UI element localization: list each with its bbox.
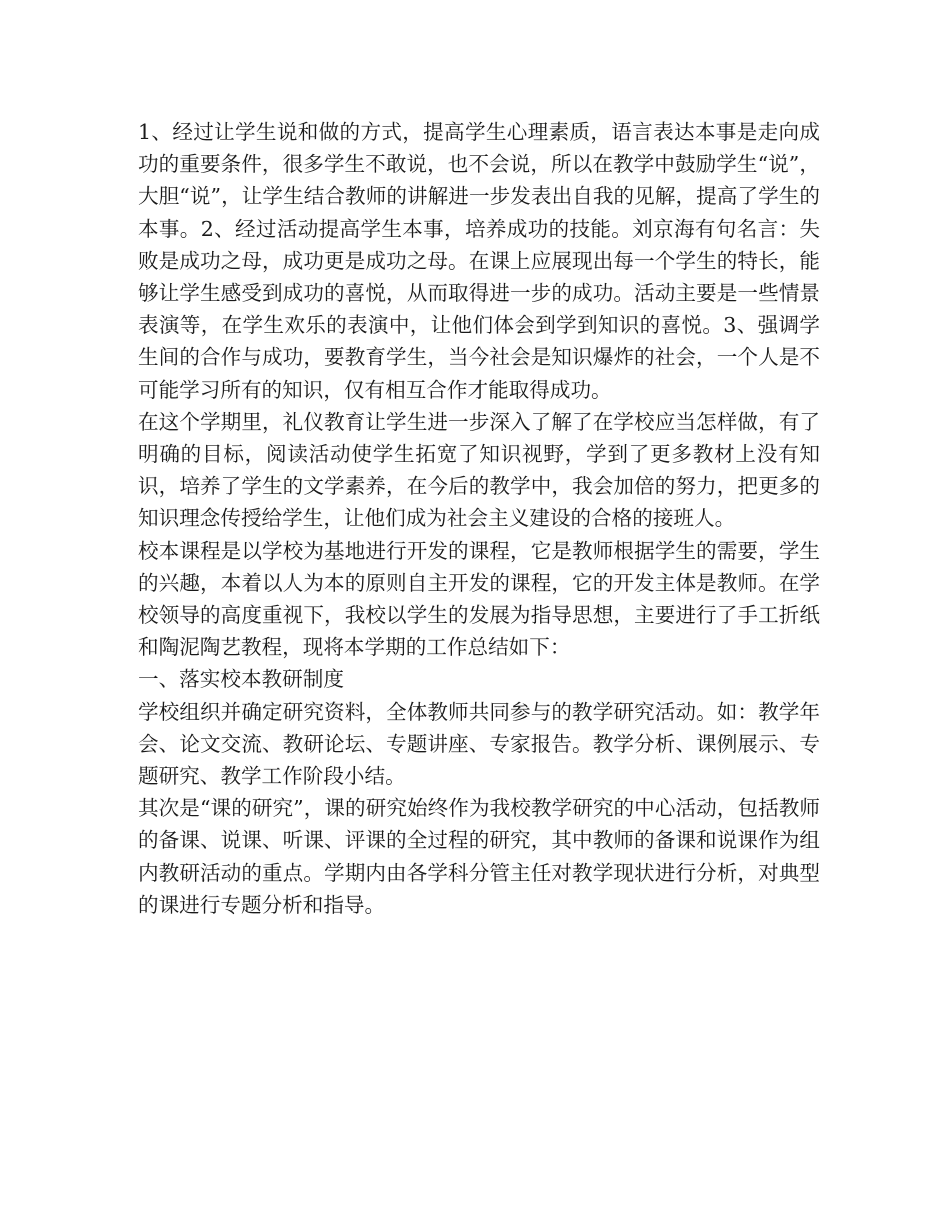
paragraph-5: 其次是“课的研究”，课的研究始终作为我校教学研究的中心活动，包括教师的备课、说课、听课、评课的全过程的研究，其中教师的备课和说课作为组内教研活动的重点。学期内由各学科分管主任对教学现状进行分析，对典型的课进行专题分析和指导。 xyxy=(138,796,820,917)
section-heading: 一、落实校本教研制度 xyxy=(138,667,344,692)
paragraph-2: 在这个学期里，礼仪教育让学生进一步深入了解了在学校应当怎样做，有了明确的目标，阅读活动使学生拓宽了知识视野，学到了更多教材上没有知识，培养了学生的文学素养，在今后的教学中，我会加倍的努力，把更多的知识理念传授给学生，让他们成为社会主义建设的合格的接班人。 xyxy=(138,409,820,531)
paragraph-3: 校本课程是以学校为基地进行开发的课程，它是教师根据学生的需要，学生的兴趣，本着以人为本的原则自主开发的课程，它的开发主体是教师。在学校领导的高度重视下，我校以学生的发展为指导思想，主要进行了手工折纸和陶泥陶艺教程，现将本学期的工作总结如下： xyxy=(138,538,820,660)
document-page xyxy=(138,116,820,921)
paragraph-4: 学校组织并确定研究资料，全体教师共同参与的教学研究活动。如：教学年会、论文交流、教研论坛、专题讲座、专家报告。教学分析、课例展示、专题研究、教学工作阶段小结。 xyxy=(138,699,820,789)
paragraph-1: 1、经过让学生说和做的方式，提高学生心理素质，语言表达本事是走向成功的重要条件，很多学生不敢说，也不会说，所以在教学中鼓励学生“说”，大胆“说”，让学生结合教师的讲解进一步发表出自我的见解，提高了学生的本事。2、经过活动提高学生本事，培养成功的技能。刘京海有句名言：失败是成功之母，成功更是成功之母。在课上应展现出每一个学生的特长，能够让学生感受到成功的喜悦，从而取得进一步的成功。活动主要是一些情景表演等，在学生欢乐的表演中，让他们体会到学到知识的喜悦。3、强调学生间的合作与成功，要教育学生，当今社会是知识爆炸的社会，一个人是不可能学习所有的知识，仅有相互合作才能取得成功。 xyxy=(138,120,820,402)
